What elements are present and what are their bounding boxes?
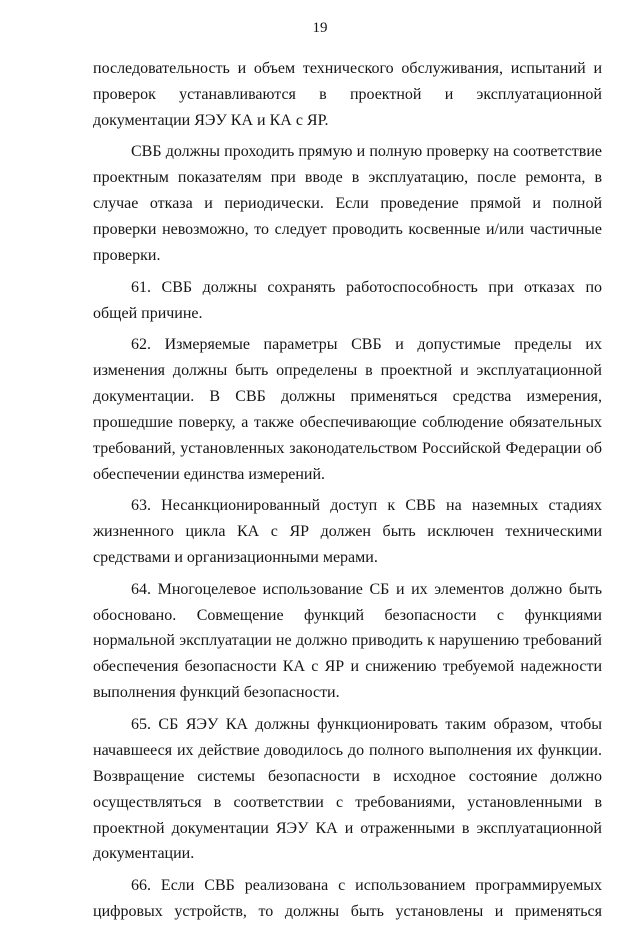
paragraph-verification: СВБ должны проходить прямую и полную проверку на соответствие проектным показателям при вводе в эксплуатацию, после ремонта, в случае отказа и периодически. Если проведение прямой и полной проверки невозможно, то следует проводить косвенные и/или частичные проверки. [93, 143, 602, 265]
paragraph-64: 64. Многоцелевое использование СБ и их элементов должно быть обосновано. Совмещение функций безопасности с функциями нормальной эксплуатации не должно приводить к нарушению требований обеспечения безопасности КА с ЯР и снижению требуемой надежности выполнения функций безопасности. [93, 580, 602, 702]
paragraph-63: 63. Несанкционированный доступ к СВБ на наземных стадиях жизненного цикла КА с ЯР должен быть исключен техническими средствами и организационными мерами. [93, 497, 602, 567]
paragraph-66: 66. Если СВБ реализована с использованием программируемых цифровых устройств, то должны быть установлены и применяться [93, 877, 602, 920]
paragraph-65: 65. СБ ЯЭУ КА должны функционировать таким образом, чтобы начавшееся их действие доводилось до полного выполнения их функции. Возвращение системы безопасности в исходное состояние должно осуществляться в соответствии с требованиями, установленными в проектной документации ЯЭУ КА и отраженными в эксплуатационной документации. [93, 715, 602, 863]
paragraph-61: 61. СВБ должны сохранять работоспособность при отказах по общей причине. [93, 278, 602, 322]
paragraph-62: 62. Измеряемые параметры СВБ и допустимые пределы их изменения должны быть определены в проектной и эксплуатационной документации. В СВБ должны применяться средства измерения, прошедшие поверку, а также обеспечивающие соблюдение обязательных требований, установленных законодательством Российской Федерации об обеспечении единства измерений. [93, 336, 602, 483]
paragraph-continuation: последовательность и объем технического обслуживания, испытаний и проверок устанавливаются в проектной и эксплуатационной документации ЯЭУ КА и КА с ЯР. [93, 60, 602, 129]
document-body [93, 56, 602, 931]
page-number: 19 [312, 20, 328, 36]
